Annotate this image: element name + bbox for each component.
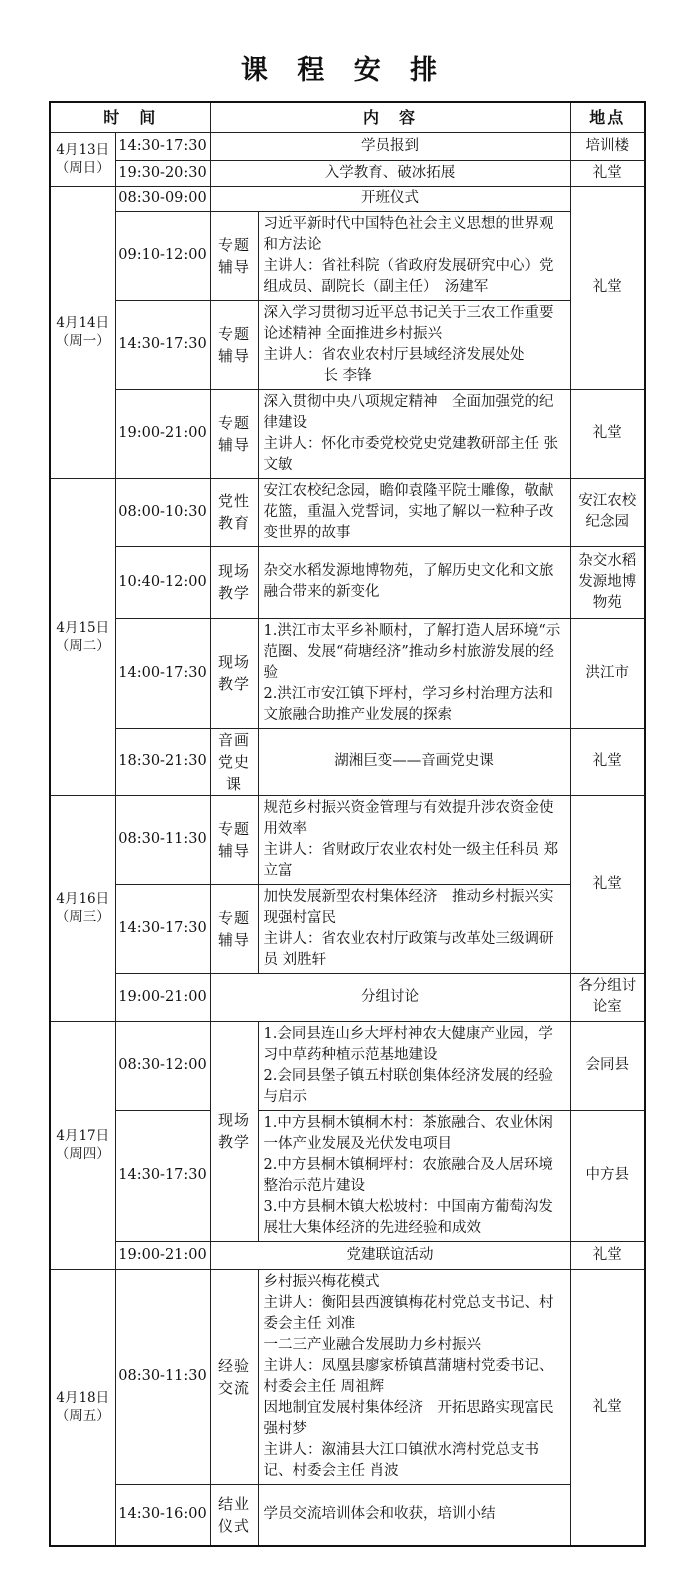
time-cell: 14:30-17:30 [115,884,210,973]
table-row [50,546,645,618]
time-cell: 14:30-17:30 [115,132,210,160]
content-cell: 学员交流培训体会和收获，培训小结 [258,1484,570,1546]
content-cell: 安江农校纪念园，瞻仰袁隆平院士雕像，敬献花篮，重温入党誓词，实地了解以一粒种子改变世界的故事 [258,478,570,546]
type-cell: 结业 仪式 [210,1484,258,1546]
table-row [50,973,645,1021]
content-cell: 乡村振兴梅花模式 主讲人：衡阳县西渡镇梅花村党总支书记、村委会主任 刘准 一二三产业融合发展助力乡村振兴 主讲人：凤凰县廖家桥镇菖蒲塘村党委书记、村委会主任 周祖辉 因地制宜发展村集体经济 开拓思路实现富民强村梦 主讲人：溆浦县大江口镇洑水湾村党总支书记、村委会主任 肖波 [258,1269,570,1484]
type-cell: 专题 辅导 [210,300,258,389]
table-row [50,795,645,884]
table-row [50,1110,645,1241]
date-cell: 4月15日 （周二） [50,478,115,795]
content-cell: 分组讨论 [210,973,570,1021]
type-cell: 现场 教学 [210,618,258,728]
header-place: 地点 [570,102,645,132]
time-cell: 08:30-09:00 [115,186,210,211]
content-cell: 习近平新时代中国特色社会主义思想的世界观和方法论 主讲人：省社科院（省政府发展研究中心）党组成员、副院长（副主任） 汤建军 [258,211,570,300]
place-cell: 会同县 [570,1021,645,1110]
place-cell: 礼堂 [570,389,645,478]
time-cell: 14:30-16:00 [115,1484,210,1546]
content-cell: 规范乡村振兴资金管理与有效提升涉农资金使用效率 主讲人：省财政厅农业农村处一级主任科员 郑立富 [258,795,570,884]
place-cell: 礼堂 [570,1269,645,1546]
content-cell: 深入贯彻中央八项规定精神 全面加强党的纪律建设 主讲人：怀化市委党校党史党建教研部主任 张文敏 [258,389,570,478]
time-cell: 14:30-17:30 [115,1110,210,1241]
place-cell: 礼堂 [570,160,645,186]
type-cell: 专题 辅导 [210,884,258,973]
table-row [50,186,645,211]
type-cell: 专题 辅导 [210,795,258,884]
schedule-table [49,101,646,1547]
table-row [50,300,645,389]
place-cell: 礼堂 [570,728,645,795]
header-time: 时 间 [50,102,210,132]
time-cell: 08:00-10:30 [115,478,210,546]
content-cell: 学员报到 [210,132,570,160]
table-row [50,728,645,795]
type-cell: 专题 辅导 [210,389,258,478]
place-cell: 杂交水稻 发源地博 物苑 [570,546,645,618]
type-cell: 现场 教学 [210,546,258,618]
time-cell: 14:00-17:30 [115,618,210,728]
time-cell: 08:30-11:30 [115,1269,210,1484]
date-cell: 4月18日 （周五） [50,1269,115,1546]
table-row [50,1269,645,1484]
table-row [50,884,645,973]
table-row [50,211,645,300]
content-cell: 湖湘巨变——音画党史课 [258,728,570,795]
time-cell: 10:40-12:00 [115,546,210,618]
content-cell: 入学教育、破冰拓展 [210,160,570,186]
type-cell: 党性 教育 [210,478,258,546]
place-cell: 中方县 [570,1110,645,1241]
place-cell: 各分组讨 论室 [570,973,645,1021]
content-cell: 深入学习贯彻习近平总书记关于三农工作重要论述精神 全面推进乡村振兴 主讲人：省农业农村厅县域经济发展处处 长 李锋 [258,300,570,389]
table-row [50,160,645,186]
place-cell: 礼堂 [570,186,645,389]
content-cell: 加快发展新型农村集体经济 推动乡村振兴实现强村富民 主讲人：省农业农村厅政策与改革处三级调研员 刘胜轩 [258,884,570,973]
time-cell: 08:30-11:30 [115,795,210,884]
content-cell: 1.中方县桐木镇桐木村：茶旅融合、农业休闲一体产业发展及光伏发电项目 2.中方县桐木镇桐坪村：农旅融合及人居环境整治示范片建设 3.中方县桐木镇大松坡村：中国南方葡萄沟发展壮大集体经济的先进经验和成效 [258,1110,570,1241]
table-row [50,478,645,546]
page-title: 课 程 安 排 [240,55,448,86]
time-cell: 09:10-12:00 [115,211,210,300]
place-cell: 洪江市 [570,618,645,728]
content-cell: 杂交水稻发源地博物苑，了解历史文化和文旅融合带来的新变化 [258,546,570,618]
table-row [50,1241,645,1269]
content-cell: 党建联谊活动 [210,1241,570,1269]
date-cell: 4月16日 （周三） [50,795,115,1021]
type-cell: 经验 交流 [210,1269,258,1484]
content-cell: 开班仪式 [210,186,570,211]
time-cell: 18:30-21:30 [115,728,210,795]
place-cell: 礼堂 [570,795,645,973]
date-cell: 4月13日 （周日） [50,132,115,186]
header-row [50,102,645,132]
table-row [50,618,645,728]
time-cell: 19:00-21:00 [115,973,210,1021]
type-cell: 现场 教学 [210,1021,258,1241]
table-row [50,389,645,478]
content-cell: 1.洪江市太平乡补顺村，了解打造人居环境“示范圈、发展“荷塘经济”推动乡村旅游发展的经验 2.洪江市安江镇下坪村，学习乡村治理方法和文旅融合助推产业发展的探索 [258,618,570,728]
time-cell: 19:30-20:30 [115,160,210,186]
place-cell: 安江农校 纪念园 [570,478,645,546]
type-cell: 专题 辅导 [210,211,258,300]
header-content: 内 容 [210,102,570,132]
time-cell: 14:30-17:30 [115,300,210,389]
time-cell: 08:30-12:00 [115,1021,210,1110]
place-cell: 礼堂 [570,1241,645,1269]
date-cell: 4月17日 （周四） [50,1021,115,1269]
time-cell: 19:00-21:00 [115,389,210,478]
place-cell: 培训楼 [570,132,645,160]
content-cell: 1.会同县连山乡大坪村神农大健康产业园，学习中草药种植示范基地建设 2.会同县堡子镇五村联创集体经济发展的经验与启示 [258,1021,570,1110]
date-cell: 4月14日 （周一） [50,186,115,478]
time-cell: 19:00-21:00 [115,1241,210,1269]
table-row [50,1021,645,1110]
type-cell: 音画 党史 课 [210,728,258,795]
table-row [50,1484,645,1546]
table-row [50,132,645,160]
